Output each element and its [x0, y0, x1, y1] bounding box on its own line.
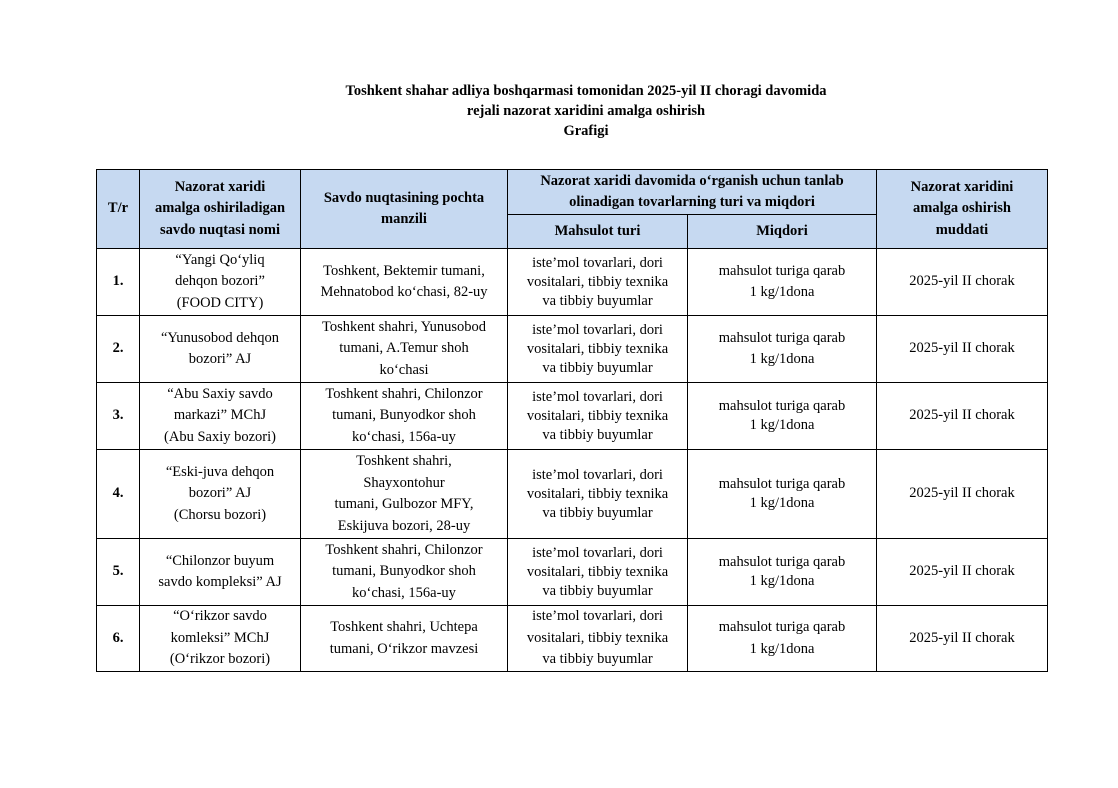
postal-address — [301, 383, 508, 450]
title-line-3: Grafigi — [563, 123, 609, 139]
address-line: Shayxontohur — [363, 474, 445, 491]
row-number: 6. — [97, 606, 140, 672]
trade-point-line: “Yunusobod dehqon — [160, 329, 279, 346]
header-point — [140, 170, 301, 249]
goods-line: va tibbiy buyumlar — [542, 359, 653, 376]
trade-point-line: dehqon bozori” — [175, 273, 265, 290]
postal-address — [301, 249, 508, 316]
goods-line: va tibbiy buyumlar — [542, 582, 653, 599]
header-goods-group-line: olinadigan tovarlarning turi va miqdori — [569, 194, 815, 210]
deadline: 2025-yil II chorak — [877, 450, 1048, 539]
address-line: ko‘chasi — [379, 361, 429, 378]
goods-line: va tibbiy buyumlar — [542, 504, 653, 521]
postal-address — [301, 450, 508, 539]
table-row — [97, 316, 1048, 383]
header-address-line: manzili — [381, 211, 427, 227]
table-row — [97, 450, 1048, 539]
table-row — [97, 383, 1048, 450]
trade-point-line: (O‘rikzor bozori) — [169, 651, 271, 668]
trade-point-name — [140, 383, 301, 450]
goods-type — [508, 606, 688, 672]
quantity — [688, 383, 877, 450]
goods-line: iste’mol tovarlari, dori — [532, 321, 663, 338]
quantity-line: mahsulot turiga qarab — [718, 476, 846, 492]
address-line: tumani, A.Temur shoh — [339, 340, 469, 357]
trade-point-line: “Eski-juva dehqon — [165, 463, 275, 480]
quantity-line: mahsulot turiga qarab — [718, 262, 846, 279]
goods-type — [508, 249, 688, 316]
row-number: 4. — [97, 450, 140, 539]
quantity — [688, 450, 877, 539]
goods-type — [508, 383, 688, 450]
header-address — [301, 170, 508, 249]
goods-line: iste’mol tovarlari, dori — [532, 388, 663, 405]
goods-line: vositalari, tibbiy texnika — [526, 563, 669, 580]
address-line: tumani, Bunyodkor shoh — [332, 563, 476, 580]
quantity-line: mahsulot turiga qarab — [718, 619, 846, 635]
header-quantity: Miqdori — [688, 215, 877, 249]
title-line-1: Toshkent shahar adliya boshqarmasi tomonidan 2025-yil II choragi davomida — [345, 83, 827, 99]
title-line-2: rejali nazorat xaridini amalga oshirish — [466, 103, 706, 119]
header-point-line: amalga oshiriladigan — [154, 200, 286, 217]
table-row — [97, 539, 1048, 606]
quantity — [688, 539, 877, 606]
trade-point-line: “Abu Saxiy savdo — [167, 385, 273, 402]
address-line: Toshkent shahri, Yunusobod — [322, 318, 486, 335]
deadline: 2025-yil II chorak — [877, 606, 1048, 672]
goods-line: vositalari, tibbiy texnika — [526, 485, 669, 502]
goods-line: vositalari, tibbiy texnika — [526, 407, 669, 424]
address-line: Eskijuva bozori, 28-uy — [337, 517, 471, 534]
address-line: Toshkent, Bektemir tumani, — [323, 262, 485, 279]
postal-address — [301, 606, 508, 672]
goods-type — [508, 316, 688, 383]
deadline: 2025-yil II chorak — [877, 316, 1048, 383]
header-address-line: Savdo nuqtasining pochta — [323, 189, 485, 206]
address-line: Toshkent shahri, Uchtepa — [330, 619, 478, 635]
header-goods-group — [508, 170, 877, 215]
quantity-line: mahsulot turiga qarab — [718, 329, 846, 346]
quantity-line: 1 kg/1dona — [749, 573, 815, 589]
goods-line: iste’mol tovarlari, dori — [532, 544, 663, 561]
header-point-line: savdo nuqtasi nomi — [159, 221, 281, 238]
address-line: Toshkent shahri, — [356, 453, 452, 469]
goods-line: va tibbiy buyumlar — [542, 426, 653, 443]
header-goods-group-line: Nazorat xaridi davomida o‘rganish uchun tanlab — [540, 172, 844, 189]
deadline: 2025-yil II chorak — [877, 383, 1048, 450]
trade-point-name — [140, 316, 301, 383]
header-deadline-line: muddati — [935, 221, 989, 238]
quantity-line: 1 kg/1dona — [749, 640, 815, 657]
trade-point-line: savdo kompleksi” AJ — [158, 574, 282, 590]
table-row — [97, 249, 1048, 316]
trade-point-name — [140, 450, 301, 539]
trade-point-line: (Chorsu bozori) — [173, 506, 267, 523]
trade-point-line: (Abu Saxiy bozori) — [164, 428, 276, 445]
header-deadline-line: amalga oshirish — [913, 200, 1011, 217]
quantity — [688, 249, 877, 316]
quantity-line: 1 kg/1dona — [749, 417, 815, 433]
table-row — [97, 606, 1048, 672]
address-line: tumani, O‘rikzor mavzesi — [329, 640, 479, 657]
trade-point-line: (FOOD CITY) — [176, 294, 264, 311]
address-line: ko‘chasi, 156a-uy — [352, 428, 456, 445]
trade-point-line: “O‘rikzor savdo — [173, 608, 267, 625]
row-number: 1. — [97, 249, 140, 316]
quantity-line: 1 kg/1dona — [749, 351, 815, 367]
goods-line: vositalari, tibbiy texnika — [526, 629, 669, 646]
header-num: T/r — [97, 170, 140, 249]
postal-address — [301, 316, 508, 383]
trade-point-line: bozori” AJ — [188, 351, 252, 367]
quantity-line: 1 kg/1dona — [749, 284, 815, 300]
goods-type — [508, 450, 688, 539]
goods-line: va tibbiy buyumlar — [542, 292, 653, 309]
quantity-line: mahsulot turiga qarab — [718, 554, 846, 570]
trade-point-line: markazi” MChJ — [173, 407, 267, 424]
deadline: 2025-yil II chorak — [877, 539, 1048, 606]
purchase-schedule-table — [96, 169, 1048, 672]
quantity — [688, 316, 877, 383]
trade-point-line: “Chilonzor buyum — [165, 552, 275, 569]
goods-line: vositalari, tibbiy texnika — [526, 273, 669, 290]
postal-address — [301, 539, 508, 606]
address-line: tumani, Gulbozor MFY, — [334, 496, 474, 512]
goods-line: iste’mol tovarlari, dori — [532, 608, 663, 625]
trade-point-name — [140, 249, 301, 316]
address-line: Toshkent shahri, Chilonzor — [325, 385, 483, 402]
header-deadline — [877, 170, 1048, 249]
address-line: tumani, Bunyodkor shoh — [332, 407, 476, 424]
quantity-line: 1 kg/1dona — [749, 495, 815, 511]
goods-line: vositalari, tibbiy texnika — [526, 340, 669, 357]
goods-line: iste’mol tovarlari, dori — [532, 466, 663, 483]
address-line: Mehnatobod ko‘chasi, 82-uy — [320, 284, 488, 300]
header-deadline-line: Nazorat xaridini — [910, 178, 1014, 195]
trade-point-name — [140, 539, 301, 606]
header-point-line: Nazorat xaridi — [174, 178, 266, 195]
row-number: 3. — [97, 383, 140, 450]
row-number: 2. — [97, 316, 140, 383]
trade-point-line: “Yangi Qo‘yliq — [175, 251, 265, 268]
address-line: ko‘chasi, 156a-uy — [352, 584, 456, 601]
goods-type — [508, 539, 688, 606]
row-number: 5. — [97, 539, 140, 606]
goods-line: va tibbiy buyumlar — [542, 651, 653, 668]
goods-line: iste’mol tovarlari, dori — [532, 254, 663, 271]
header-goods-type: Mahsulot turi — [508, 215, 688, 249]
quantity — [688, 606, 877, 672]
document-title — [260, 81, 912, 141]
deadline: 2025-yil II chorak — [877, 249, 1048, 316]
trade-point-line: bozori” AJ — [188, 485, 252, 502]
trade-point-name — [140, 606, 301, 672]
address-line: Toshkent shahri, Chilonzor — [325, 541, 483, 558]
quantity-line: mahsulot turiga qarab — [718, 398, 846, 414]
trade-point-line: komleksi” MChJ — [170, 629, 270, 646]
